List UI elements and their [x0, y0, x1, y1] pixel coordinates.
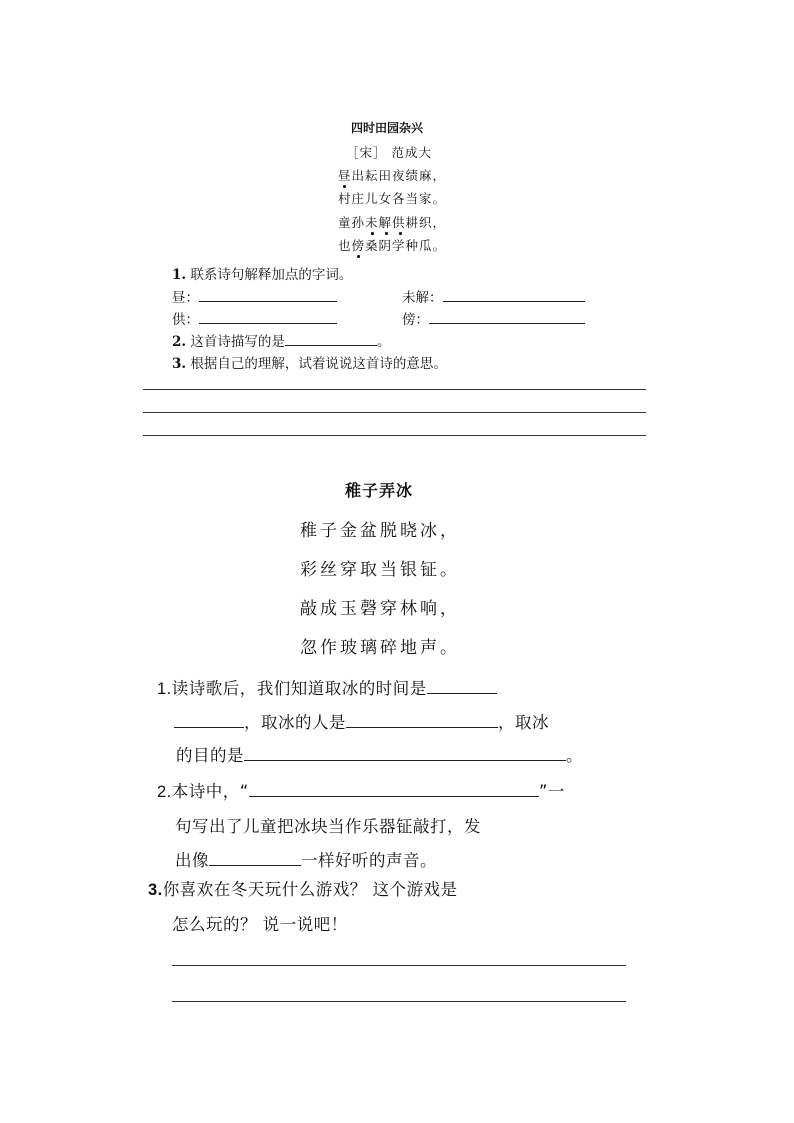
- emphasis-dot: [371, 232, 374, 235]
- question-text: ，取冰的人是: [244, 713, 346, 732]
- answer-blank[interactable]: [199, 311, 337, 324]
- poem1-title: 四时田园杂兴: [351, 121, 424, 135]
- question-text: ”一: [538, 782, 565, 801]
- blank-label: 供：: [172, 312, 199, 328]
- answer-blank[interactable]: [244, 748, 566, 761]
- punctuation: 。: [376, 334, 391, 350]
- emphasis-dot: [343, 185, 346, 188]
- poem1-line-3: 童孙未解供耕织，: [338, 215, 447, 230]
- question-text: 根据自己的理解，试着说说这首诗的意思。: [190, 356, 447, 372]
- emphasis-dot: [399, 232, 402, 235]
- poem2-question-2-line-2: 句写出了儿童把冰块当作乐器钲敲打，发: [175, 817, 481, 836]
- emphasis-dot: [385, 232, 388, 235]
- question-text: 这首诗描写的是: [190, 334, 285, 350]
- blank-label: 傍：: [402, 312, 429, 328]
- poem1-line-2: 村庄儿女各当家。: [338, 191, 447, 206]
- blank-label: 未解：: [402, 290, 443, 306]
- question-number: 2.: [157, 783, 172, 801]
- question-number: 1.: [157, 680, 172, 698]
- question-text: 一样好听的声音。: [301, 851, 437, 870]
- blank-label: 昼：: [172, 290, 199, 306]
- question-text: 你喜欢在冬天玩什么游戏？ 这个游戏是: [162, 880, 458, 899]
- answer-blank[interactable]: [429, 311, 585, 324]
- emphasis-dot: [357, 255, 360, 258]
- poem2-line-1: 稚子金盆脱晓冰，: [300, 521, 460, 541]
- answer-blank[interactable]: [174, 715, 244, 728]
- poem2-question-2-line-3: [175, 847, 437, 871]
- poem1-line-4: 也傍桑阴学种瓜。: [338, 238, 447, 253]
- answer-blank[interactable]: [346, 715, 498, 728]
- question-text: ，取冰: [498, 713, 549, 732]
- poem2-question-3-line-1: [148, 876, 458, 900]
- answer-blank[interactable]: [249, 784, 539, 797]
- answer-line[interactable]: [172, 1001, 626, 1002]
- poem2-question-3-line-2: 怎么玩的？ 说一说吧！: [172, 915, 348, 934]
- question-text: 本诗中，“: [171, 782, 249, 801]
- question-text: 的目的是: [176, 746, 244, 765]
- poem1-question-1: [172, 263, 352, 283]
- poem2-line-3: 敲成玉磬穿林响，: [300, 599, 460, 619]
- question-number: 3.: [148, 881, 163, 899]
- answer-line[interactable]: [143, 435, 646, 436]
- poem1-line-1: 昼出耘田夜绩麻，: [338, 168, 447, 183]
- blank-gong[interactable]: [172, 308, 337, 328]
- question-number: 3.: [172, 356, 187, 372]
- poem1-question-3: [172, 352, 447, 372]
- blank-zhou[interactable]: [172, 286, 337, 306]
- answer-blank[interactable]: [285, 333, 377, 346]
- question-text: 读诗歌后，我们知道取冰的时间是: [171, 679, 427, 698]
- question-number: 2.: [172, 334, 187, 350]
- poem1-question-2: [172, 330, 390, 350]
- blank-weijie[interactable]: [402, 286, 585, 306]
- question-number: 1.: [172, 267, 187, 283]
- poem2-question-2-line-1: [157, 778, 565, 802]
- answer-blank[interactable]: [209, 853, 301, 866]
- poem2-title: 稚子弄冰: [345, 481, 414, 500]
- answer-blank[interactable]: [443, 289, 585, 302]
- answer-line[interactable]: [172, 965, 626, 966]
- blank-bang[interactable]: [402, 308, 585, 328]
- poem2-line-4: 忽作玻璃碎地声。: [300, 638, 460, 658]
- poem2-question-1-line-1: [157, 675, 497, 699]
- question-text: 出像: [175, 851, 209, 870]
- answer-line[interactable]: [143, 412, 646, 413]
- poem2-question-1-line-3: [176, 742, 583, 766]
- poem2-line-2: 彩丝穿取当银钲。: [300, 560, 460, 580]
- answer-line[interactable]: [143, 389, 646, 390]
- poem1-author: ［宋］ 范成大: [346, 145, 432, 160]
- question-text: 联系诗句解释加点的字词。: [190, 267, 353, 283]
- poem2-question-1-line-2: [174, 709, 549, 733]
- answer-blank[interactable]: [199, 289, 337, 302]
- answer-blank[interactable]: [427, 681, 497, 694]
- punctuation: 。: [566, 746, 583, 765]
